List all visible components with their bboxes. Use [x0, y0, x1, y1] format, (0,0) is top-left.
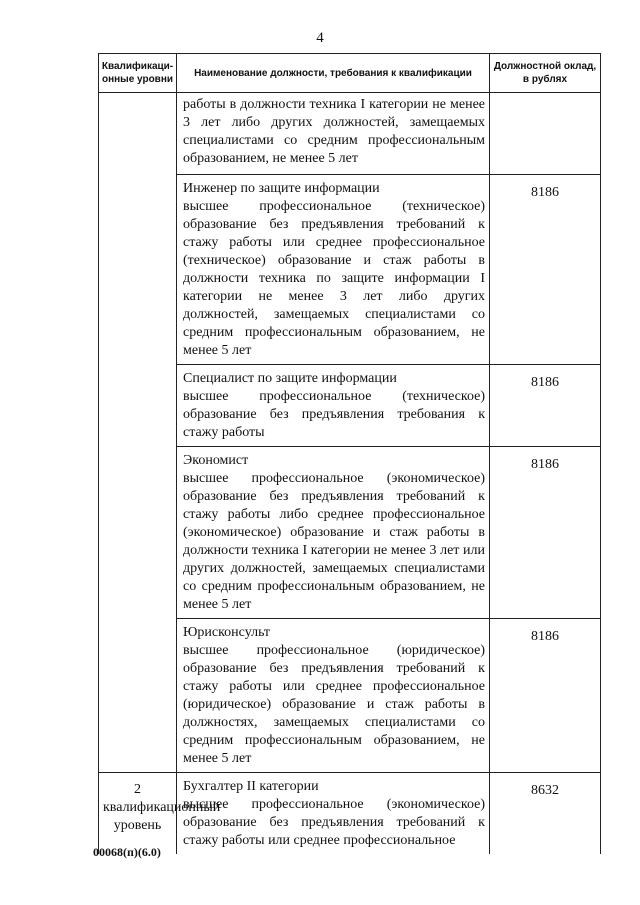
position-title: Инженер по защите информации: [183, 181, 380, 196]
position-cell: [177, 773, 490, 855]
position-requirements: работы в должности техника I категории не менее 3 лет либо других должностей, замещаемых специалистами со средним профессиональным образованием, не менее 5 лет: [183, 97, 485, 166]
table-row: [99, 93, 601, 175]
position-cell: [177, 447, 490, 619]
position-requirements: высшее профессиональное (техническое) образование без предъявления требования к стажу работы: [183, 389, 485, 440]
position-title: Специалист по защите информации: [183, 371, 397, 386]
salary-cell: [490, 93, 601, 175]
salary-cell: 8186: [490, 619, 601, 773]
position-title: Бухгалтер II категории: [183, 779, 319, 794]
position-requirements: высшее профессиональное (юридическое) образование без предъявления требований к стажу работы или среднее профессиональное (юридическое) образование и стаж работы в должностях, замещаемых специалистами со средним профессиональным образованием, не менее 5 лет: [183, 643, 485, 766]
salary-cell: 8632: [490, 773, 601, 855]
table-header-row: [99, 54, 601, 93]
header-level: Квалификаци-онные уровни: [99, 54, 177, 93]
table-row: [99, 773, 601, 855]
page-number: 4: [316, 30, 324, 46]
position-requirements: высшее профессиональное (техническое) образование без предъявления требований к стажу работы или среднее профессиональное (техническое) образование и стаж работы в должности техника по защите информации I категории не менее 3 лет либо других должностей, замещаемых специалистами со средним профессиональным образованием, не менее 5 лет: [183, 199, 485, 358]
position-title: Экономист: [183, 453, 249, 468]
position-cell: [177, 93, 490, 175]
salary-cell: 8186: [490, 365, 601, 447]
position-title: Юрисконсульт: [183, 625, 271, 640]
position-cell: [177, 175, 490, 365]
salary-cell: 8186: [490, 447, 601, 619]
header-salary: Должностной оклад, в рублях: [490, 54, 601, 93]
qualification-table: [98, 53, 601, 854]
salary-cell: 8186: [490, 175, 601, 365]
level-cell: [99, 93, 177, 773]
level-cell: 2 квалификационный уровень: [99, 773, 177, 855]
position-requirements: высшее профессиональное (экономическое) образование без предъявления требований к стажу работы или среднее профессиональное: [183, 797, 485, 848]
document-code: 00068(п)(6.0): [93, 845, 161, 859]
position-cell: [177, 365, 490, 447]
position-cell: [177, 619, 490, 773]
header-name: Наименование должности, требования к квалификации: [177, 54, 490, 93]
position-requirements: высшее профессиональное (экономическое) образование без предъявления требований к стажу работы либо среднее профессиональное (экономическое) образование и стаж работы в должности техника I категории не менее 3 лет или других должностей, замещаемых специалистами со средним профессиональным образованием, не менее 5 лет: [183, 471, 485, 612]
